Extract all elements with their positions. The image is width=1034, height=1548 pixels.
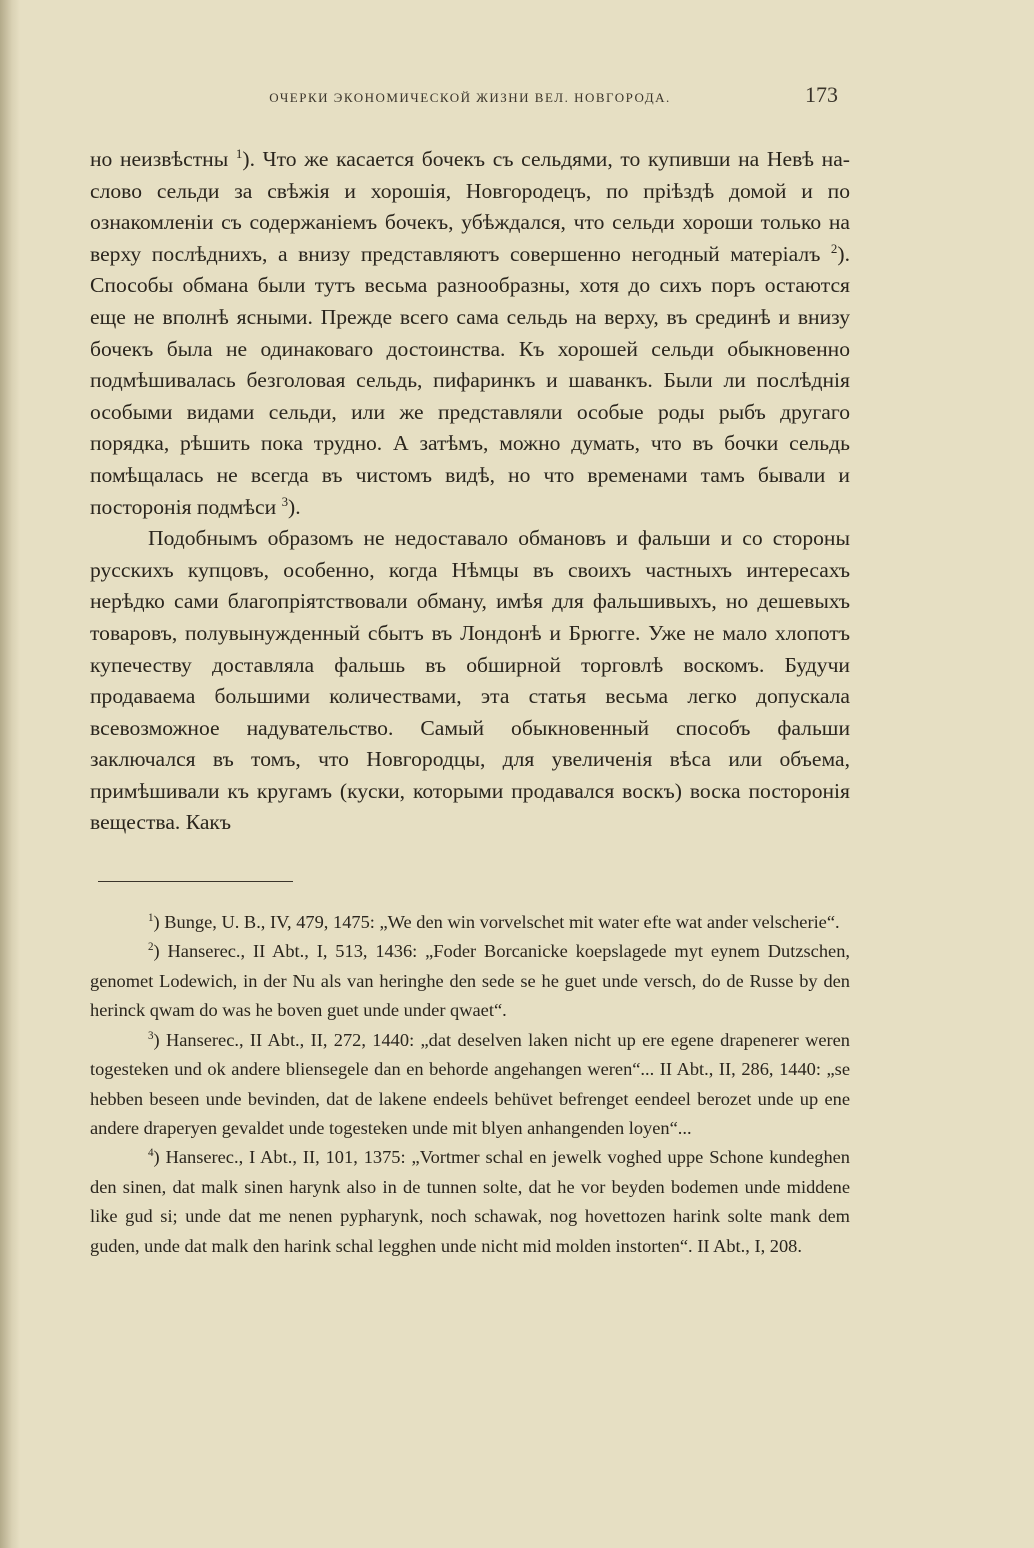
page-gutter-shadow xyxy=(0,0,20,1548)
footnote-mark: 1 xyxy=(148,911,154,924)
footnote-text: ) Hanserec., II Abt., I, 513, 1436: „Foder Borcanicke koepslagede myt eynem Dutzschen, genomet Lodewich, in der Nu als van heringhe den sede se he guet unde versch, do de Russe by den herinck qwam do was he boven guet unde under qwaet“. xyxy=(90,941,850,1021)
footnote-text: ) Hanserec., I Abt., II, 101, 1375: „Vortmer schal en jewelk voghed uppe Schone kundeghen den sinen, dat malk sinen harynk also in de tunnen solte, dat he vor beyden bodemen unde middene like gud si; unde dat me nenen pypharynk, noch schawak, nog hovettozen harink solte mank dem guden, unde dat malk den harink schal legghen unde nicht mid molden instorten“. II Abt., I, 208. xyxy=(90,1147,850,1256)
footnote-4 xyxy=(90,1143,850,1261)
footnote-1 xyxy=(90,908,850,937)
paragraph-1 xyxy=(90,144,850,523)
text-run: ). Что же касается бочекъ съ сельдями, то купивши на Невѣ на-слово сельди за свѣжія и хорошія, Новгородецъ, по пріѣздѣ домой и по ознакомленіи съ содержаніемъ бочекъ, убѣждался, что сельди хороши только на верху послѣднихъ, а внизу представляютъ совершенно негодный матеріалъ xyxy=(90,147,850,266)
text-run: ). xyxy=(288,494,301,519)
text-run: ). Способы обмана были тутъ весьма разнообразны, хотя до сихъ поръ остаются еще не вполнѣ ясными. Прежде всего сама сельдь на верху, въ срединѣ и внизу бочекъ была не одинаковаго достоинства. Къ хорошей сельди обыкновенно подмѣшивалась безголовая сельдь, пифаринкъ и шаванкъ. Были ли послѣднія особыми видами сельди, или же представляли особые роды рыбъ другаго порядка, рѣшить пока трудно. А затѣмъ, можно думать, что въ бочки сельдь помѣщалась не всегда въ чистомъ видѣ, но что временами тамъ бывали и посторонія подмѣси xyxy=(90,241,850,519)
footnote-3 xyxy=(90,1026,850,1144)
main-text xyxy=(90,144,850,839)
footnote-ref-1: 1 xyxy=(235,145,243,161)
book-page xyxy=(90,80,850,1261)
footnote-ref-3: 3 xyxy=(281,493,289,509)
footnote-mark: 3 xyxy=(148,1029,154,1042)
footnote-ref-2: 2 xyxy=(830,240,838,256)
text-run: но неизвѣстны xyxy=(90,147,236,171)
footnote-text: ) Hanserec., II Abt., II, 272, 1440: „dat deselven laken nicht up ere egene drapenerer weren togesteken und ok andere bliensegele dan en behorde angehangen weren“... II Abt., II, 286, 1440: „se hebben beseen unde bevinden, dat de lakene endeels behüvet befrenget eendeel berozet unde up ene andere draperyen gevaldet unde togesteken unde mit blyen anhangenden loyen“... xyxy=(90,1029,850,1138)
footnote-divider xyxy=(98,881,293,882)
footnote-2 xyxy=(90,937,850,1025)
footnote-mark: 4 xyxy=(148,1147,154,1160)
page-header xyxy=(90,80,850,120)
running-title: ОЧЕРКИ ЭКОНОМИЧЕСКОЙ ЖИЗНИ ВЕЛ. НОВГОРОДА. xyxy=(269,90,671,105)
footnote-mark: 2 xyxy=(148,941,154,954)
paragraph-2: Подобнымъ образомъ не недоставало обмановъ и фальши и со стороны русскихъ купцовъ, особенно, когда Нѣмцы въ своихъ частныхъ интересахъ нерѣдко сами благопріятствовали обману, имѣя для фальшивыхъ, но дешевыхъ товаровъ, полувынужденный сбытъ въ Лондонѣ и Брюгге. Уже не мало хлопотъ купечеству доставляла фальшь въ обширной торговлѣ воскомъ. Будучи продаваема большими количествами, эта статья весьма легко допускала всевозможное надувательство. Самый обыкновенный способъ фальши заключался въ томъ, что Новгородцы, для увеличенія вѣса или объема, примѣшивали къ кругамъ (куски, которыми продавался воскъ) воска посторонія вещества. Какъ xyxy=(90,526,850,835)
page-number: 173 xyxy=(805,82,838,107)
footnote-text: ) Bunge, U. B., IV, 479, 1475: „We den win vorvelschet mit water efte wat ander velscherie“. xyxy=(153,912,840,933)
footnotes xyxy=(90,908,850,1261)
